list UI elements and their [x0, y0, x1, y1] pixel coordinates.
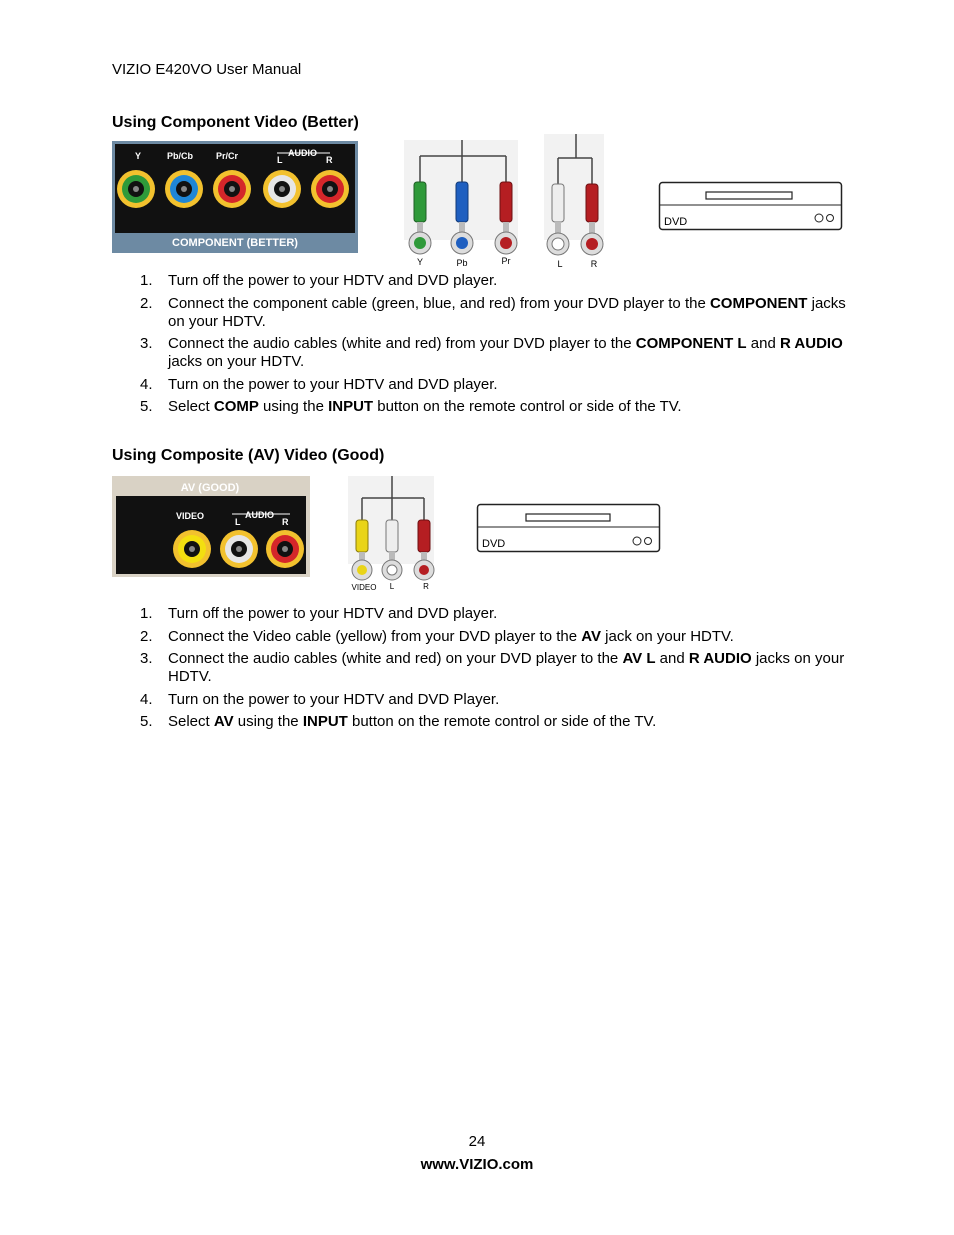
bold-term: COMPONENT L — [635, 335, 747, 352]
composite-cable-image — [344, 476, 436, 592]
step-text-segment: Select — [168, 713, 214, 730]
component-section-title: Using Component Video (Better) — [112, 114, 359, 131]
cable-label-l: L — [389, 582, 395, 591]
list-item: 1. Turn off the power to your HDTV and DVD player. — [140, 605, 498, 622]
jack-pb-blue — [165, 170, 203, 208]
step-text-segment: and — [655, 650, 689, 667]
bold-term: AV — [213, 713, 234, 730]
composite-steps-list — [112, 605, 847, 736]
step-text-segment: jacks on your HDTV. — [168, 650, 845, 685]
bold-term: R AUDIO — [779, 335, 843, 352]
step-text-segment: Select — [168, 398, 214, 415]
step-text-segment: Turn on the power to your HDTV and DVD player. — [168, 375, 498, 393]
dvd-label: DVD — [664, 216, 688, 228]
jack-audio-r-red — [311, 170, 349, 208]
cable-label-r: R — [590, 259, 598, 269]
step-text-segment: Connect the component cable (green, blue, and red) from your DVD player to the — [168, 294, 710, 312]
av-label-l: L — [235, 517, 241, 527]
list-item: 2. Connect the component cable (green, blue, and red) from your DVD player to the COMPONENT jacks on your HDTV. — [140, 294, 846, 330]
composite-dvd-player-image — [476, 503, 662, 555]
disc-slot — [706, 192, 792, 199]
cable-label-pb: Pb — [456, 258, 468, 268]
dvd-label: DVD — [482, 538, 506, 550]
panel-caption: COMPONENT (BETTER) — [172, 237, 298, 249]
panel-label-audio: AUDIO — [288, 148, 317, 158]
av-label-video: VIDEO — [176, 511, 205, 521]
panel-label-l: L — [277, 155, 283, 165]
jack-av-r-red — [266, 530, 304, 568]
dvd-button — [815, 214, 823, 222]
panel-label-y: Y — [135, 151, 142, 161]
list-item: 2. Connect the Video cable (yellow) from your DVD player to the AV jack on your HDTV. — [140, 627, 734, 645]
step-text-segment: jack on your HDTV. — [601, 627, 734, 645]
composite-panel-image — [112, 476, 310, 577]
component-audio-cable-image — [540, 134, 608, 270]
document-header: VIZIO E420VO User Manual — [112, 61, 302, 78]
panel-label-pb: Pb/Cb — [167, 151, 193, 161]
list-item: 5. Select COMP using the INPUT button on the remote control or side of the TV. — [140, 398, 682, 415]
step-text-segment: Connect the audio cables (white and red) from your DVD player to the — [168, 335, 636, 352]
bold-term: COMP — [213, 398, 259, 415]
step-text-segment: jacks on your HDTV. — [168, 294, 846, 330]
jack-av-l-white — [220, 530, 258, 568]
dvd-button — [633, 537, 641, 545]
bold-term: INPUT — [302, 713, 348, 730]
composite-section-title: Using Composite (AV) Video (Good) — [112, 447, 385, 464]
jack-y-green — [117, 170, 155, 208]
bold-term: AV L — [622, 650, 656, 667]
jack-audio-l-white — [263, 170, 301, 208]
cable-label-video: VIDEO — [351, 583, 377, 592]
step-text-segment: using the — [258, 398, 329, 415]
bold-term: AV — [581, 627, 601, 645]
cable-label-pr: Pr — [501, 256, 511, 266]
step-text-segment: jacks on your HDTV. — [168, 353, 305, 370]
component-panel-image — [112, 141, 358, 253]
component-video-cable-image — [402, 134, 520, 270]
component-steps-list — [112, 272, 847, 421]
list-item: 3. Connect the audio cables (white and red) from your DVD player to the COMPONENT L and R AUDIO jacks on your HDTV. — [140, 335, 843, 370]
bold-term: COMPONENT — [709, 294, 808, 312]
av-label-r: R — [282, 517, 289, 527]
step-text-segment: button on the remote control or side of the TV. — [373, 398, 682, 415]
step-text-segment: Connect the audio cables (white and red) on your DVD player to the — [168, 650, 623, 667]
av-panel-header: AV (GOOD) — [180, 482, 240, 494]
step-text-segment: Turn off the power to your HDTV and DVD player. — [168, 605, 498, 622]
cable-label-y: Y — [416, 257, 424, 267]
list-item: 1. Turn off the power to your HDTV and DVD player. — [140, 272, 498, 289]
component-dvd-player-image — [658, 181, 844, 233]
bold-term: R AUDIO — [688, 650, 752, 667]
dvd-button — [645, 538, 652, 545]
list-item: 5. Select AV using the INPUT button on the remote control or side of the TV. — [140, 713, 657, 730]
step-text-segment: using the — [233, 713, 303, 730]
jack-pr-red — [213, 170, 251, 208]
step-text-segment: button on the remote control or side of the TV. — [347, 713, 657, 730]
panel-label-r: R — [326, 155, 333, 165]
jack-video-yellow — [173, 530, 211, 568]
step-text-segment: and — [746, 335, 780, 352]
page-number: 24 — [468, 1133, 486, 1150]
step-text-segment: Turn off the power to your HDTV and DVD player. — [168, 272, 498, 289]
cable-label-r: R — [423, 582, 429, 591]
step-text-segment: Connect the Video cable (yellow) from your DVD player to the — [168, 627, 582, 645]
panel-label-pr: Pr/Cr — [216, 151, 239, 161]
dvd-button — [827, 215, 834, 222]
cable-label-l: L — [557, 259, 563, 269]
bold-term: INPUT — [328, 398, 374, 415]
step-text-segment: Turn on the power to your HDTV and DVD Player. — [168, 690, 500, 708]
footer-website: www.VIZIO.com — [420, 1156, 534, 1173]
list-item: 3. Connect the audio cables (white and red) on your DVD player to the AV L and R AUDIO jacks on your HDTV. — [140, 650, 845, 685]
list-item: 4. Turn on the power to your HDTV and DVD player. — [140, 375, 498, 393]
av-label-audio: AUDIO — [245, 510, 274, 520]
disc-slot — [526, 514, 610, 521]
list-item: 4. Turn on the power to your HDTV and DVD Player. — [140, 690, 500, 708]
